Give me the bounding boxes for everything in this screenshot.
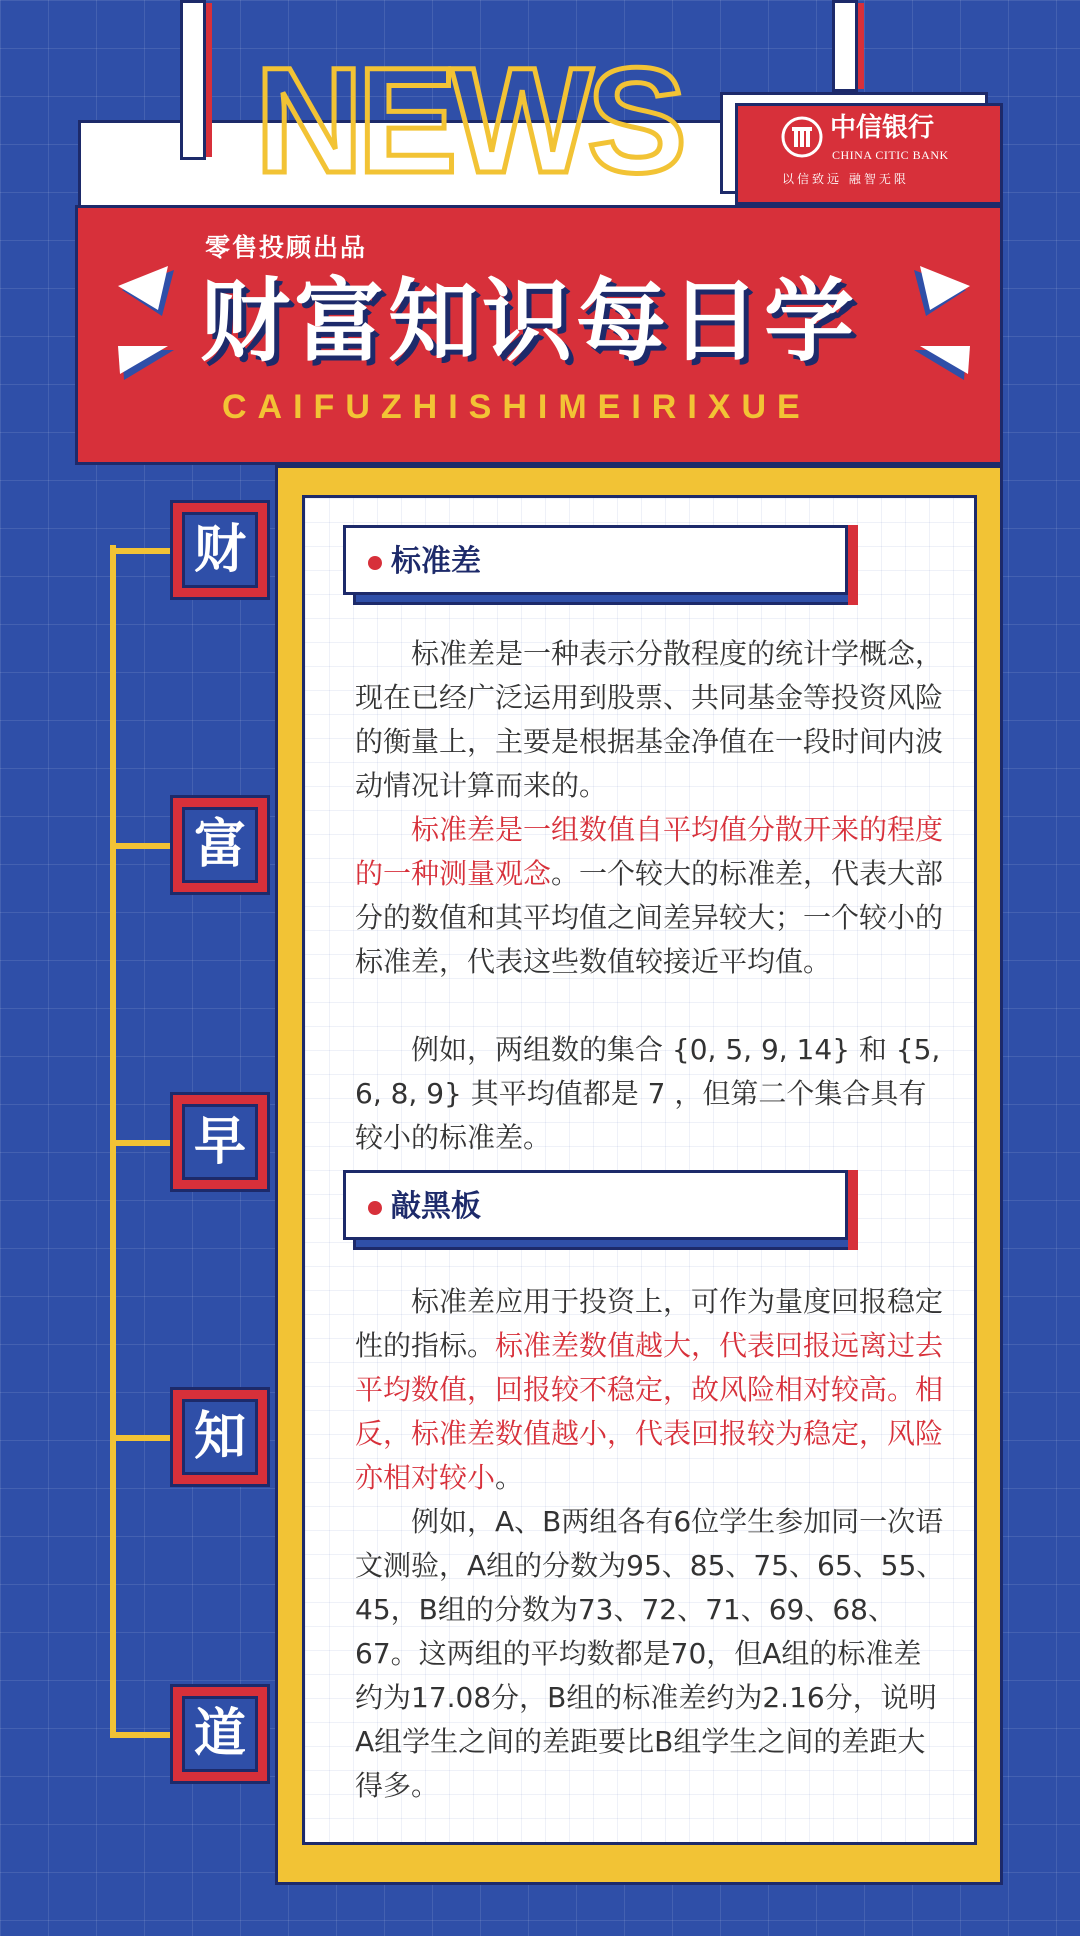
banner-title: 财富知识每日学: [200, 269, 858, 374]
section-1-paragraph-2: [355, 808, 945, 984]
side-char-zao: 早: [170, 1092, 270, 1192]
side-char-dao: 道: [170, 1684, 270, 1784]
highlight-text: 标准差数值越大，代表回报远离过去平均数值，回报较不稳定，故风险相对较高。相反，标准差数值越小，代表回报较为稳定，风险亦相对较小: [355, 1329, 944, 1494]
section-header-blackboard: [343, 1170, 858, 1250]
section-2-paragraph-1: [355, 1280, 945, 1500]
section-2-paragraph-2: 例如，A、B两组各有6位学生参加同一次语文测验，A组的分数为95、85、75、65、55、45，B组的分数为73、72、71、69、68、67。这两组的平均数都是70，但A组的标准差约为17.08分，B组的标准差约为2.16分，说明A组学生之间的差距要比B组学生之间的差距大得多。: [355, 1505, 945, 1802]
bank-name-en: CHINA CITIC BANK: [832, 148, 949, 162]
connector-branch: [110, 1732, 170, 1738]
banner-subtitle: 零售投顾出品: [205, 233, 368, 262]
paragraph-text: 标准差应用于投资上，可作为量度回报稳定性的指标。: [355, 1285, 944, 1362]
paragraph-text: 。: [495, 1461, 524, 1494]
bank-name: 中信银行: [830, 113, 935, 143]
banner-pinyin: CAIFUZHISHIMEIRIXUE: [222, 388, 811, 426]
section-title: 标准差: [391, 544, 481, 579]
section-header-std-dev: [343, 525, 858, 605]
triangle-left-top-icon: [112, 262, 192, 322]
bullet-dot-icon: [368, 1201, 382, 1215]
side-char-cai: 财: [170, 500, 270, 600]
triangle-right-bottom-icon: [896, 340, 976, 385]
triangle-right-top-icon: [896, 262, 976, 322]
section-1-paragraph-3: 例如，两组数的集合 {0, 5, 9, 14} 和 {5, 6, 8, 9} 其平均值都是 7 ，但第二个集合具有较小的标准差。: [355, 1033, 941, 1154]
paragraph-text: 。一个较大的标准差，代表大部分的数值和其平均值之间差异较大；一个较小的标准差，代表这些数值较接近平均值。: [355, 857, 944, 978]
connector-branch: [110, 1435, 170, 1441]
triangle-left-bottom-icon: [112, 340, 192, 385]
hanging-bar-left: [180, 0, 206, 160]
section-title: 敲黑板: [391, 1189, 481, 1224]
connector-branch: [110, 1140, 170, 1146]
bullet-dot-icon: [368, 556, 382, 570]
highlight-text: 标准差是一组数值自平均值分散开来的程度的一种测量观念: [355, 813, 944, 890]
citic-bank-logo-icon: [780, 115, 824, 159]
connector-branch: [110, 843, 170, 849]
side-char-zhi: 知: [170, 1387, 270, 1487]
news-title: NEWS: [255, 36, 681, 204]
side-char-fu: 富: [170, 795, 270, 895]
bank-slogan: 以信致远 融智无限: [782, 172, 909, 186]
hanging-bar-right: [832, 0, 858, 92]
connector-branch: [110, 548, 170, 554]
section-1-paragraph-1: 标准差是一种表示分散程度的统计学概念，现在已经广泛运用到股票、共同基金等投资风险的衡量上，主要是根据基金净值在一段时间内波动情况计算而来的。: [355, 637, 944, 802]
